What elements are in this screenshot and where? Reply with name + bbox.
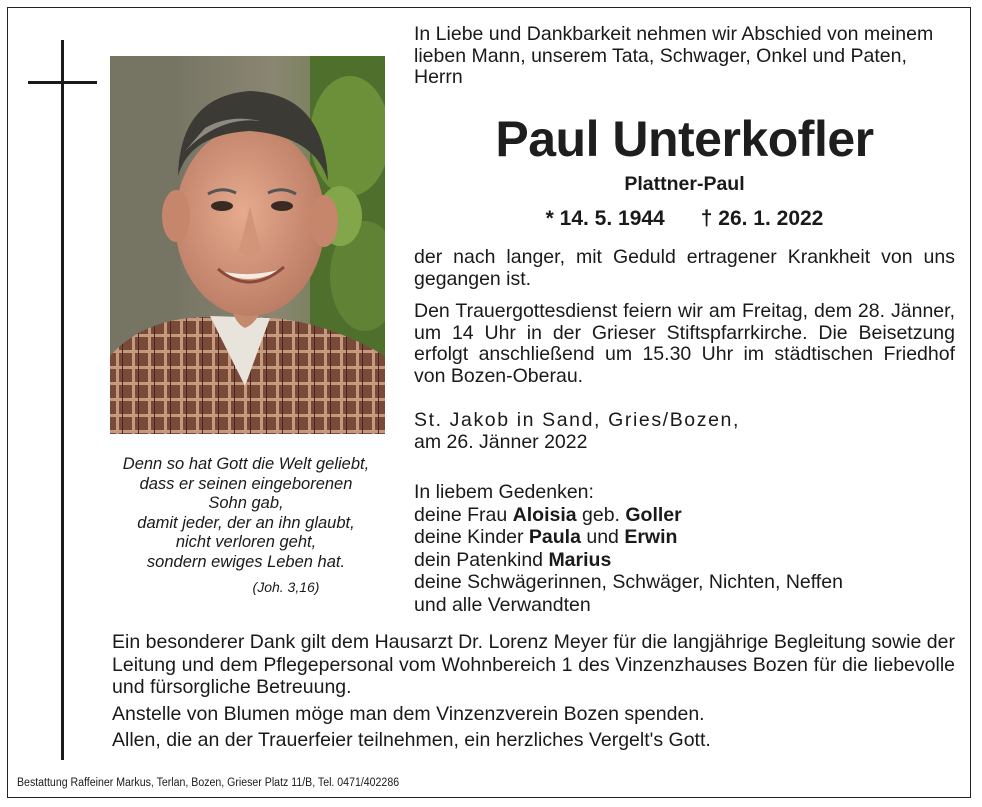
verse-reference: (Joh. 3,16) bbox=[252, 579, 320, 595]
deceased-name: Paul Unterkofler bbox=[495, 111, 874, 167]
funeral-home-footer: Bestattung Raffeiner Markus, Terlan, Bozen, Grieser Platz 11/B, Tel. 0471/402286 bbox=[17, 777, 400, 789]
funeral-paragraph: Den Trauergottesdienst feiern wir am Freitag, dem 28. Jänner, um 14 Uhr in der Grieser Stiftspfarrkirche. Die Beisetzung erfolgt anschließend um 15.30 Uhr im städtischen Friedhof von Bozen-Oberau. bbox=[414, 300, 955, 387]
bible-verse bbox=[96, 455, 396, 598]
cross-icon bbox=[61, 40, 64, 760]
flowers-paragraph: Anstelle von Blumen möge man dem Vinzenzverein Bozen spenden. bbox=[112, 702, 705, 725]
memorial-list bbox=[414, 481, 955, 616]
verse-line: sondern ewiges Leben hat. bbox=[146, 552, 346, 571]
memorial-wife: deine Frau Aloisia geb. Goller bbox=[414, 503, 682, 526]
verse-line: damit jeder, der an ihn glaubt, bbox=[137, 513, 355, 532]
place-line: St. Jakob in Sand, Gries/Bozen, bbox=[414, 409, 740, 431]
place-date bbox=[414, 410, 955, 453]
intro-text: In Liebe und Dankbarkeit nehmen wir Abschied von meinem lieben Mann, unserem Tata, Schwager, Onkel und Paten, Herrn bbox=[414, 23, 934, 88]
date-line: am 26. Jänner 2022 bbox=[414, 430, 588, 453]
portrait-photo bbox=[110, 56, 385, 434]
memorial-inlaws: deine Schwägerinnen, Schwäger, Nichten, Neffen bbox=[414, 571, 843, 593]
cross-icon-bar bbox=[28, 81, 97, 84]
deceased-nickname: Plattner-Paul bbox=[624, 173, 745, 195]
death-date: † 26. 1. 2022 bbox=[700, 207, 824, 230]
closing-paragraph: Allen, die an der Trauerfeier teilnehmen, ein herzliches Vergelt's Gott. bbox=[112, 729, 711, 751]
verse-line: Sohn gab, bbox=[208, 494, 284, 512]
verse-line: nicht verloren geht, bbox=[175, 533, 317, 551]
birth-date: * 14. 5. 1944 bbox=[545, 207, 665, 230]
closing-section bbox=[112, 631, 955, 756]
life-dates bbox=[414, 207, 955, 231]
memorial-children: deine Kinder Paula und Erwin bbox=[414, 526, 678, 548]
thanks-paragraph: Ein besonderer Dank gilt dem Hausarzt Dr. Lorenz Meyer für die langjährige Begleitung sowie der Leitung und dem Pflegepersonal vom Wohnbereich 1 des Vinzenzhauses Bozen für die liebevolle und fürsorgliche Betreuung. bbox=[112, 631, 955, 698]
verse-line: dass er seinen eingeborenen bbox=[139, 474, 353, 493]
memorial-godchild: dein Patenkind Marius bbox=[414, 548, 612, 571]
memorial-relatives: und alle Verwandten bbox=[414, 593, 591, 616]
verse-line: Denn so hat Gott die Welt geliebt, bbox=[122, 455, 370, 473]
illness-paragraph: der nach langer, mit Geduld ertragener Krankheit von uns gegangen ist. bbox=[414, 246, 955, 290]
memorial-heading: In liebem Gedenken: bbox=[414, 481, 594, 503]
